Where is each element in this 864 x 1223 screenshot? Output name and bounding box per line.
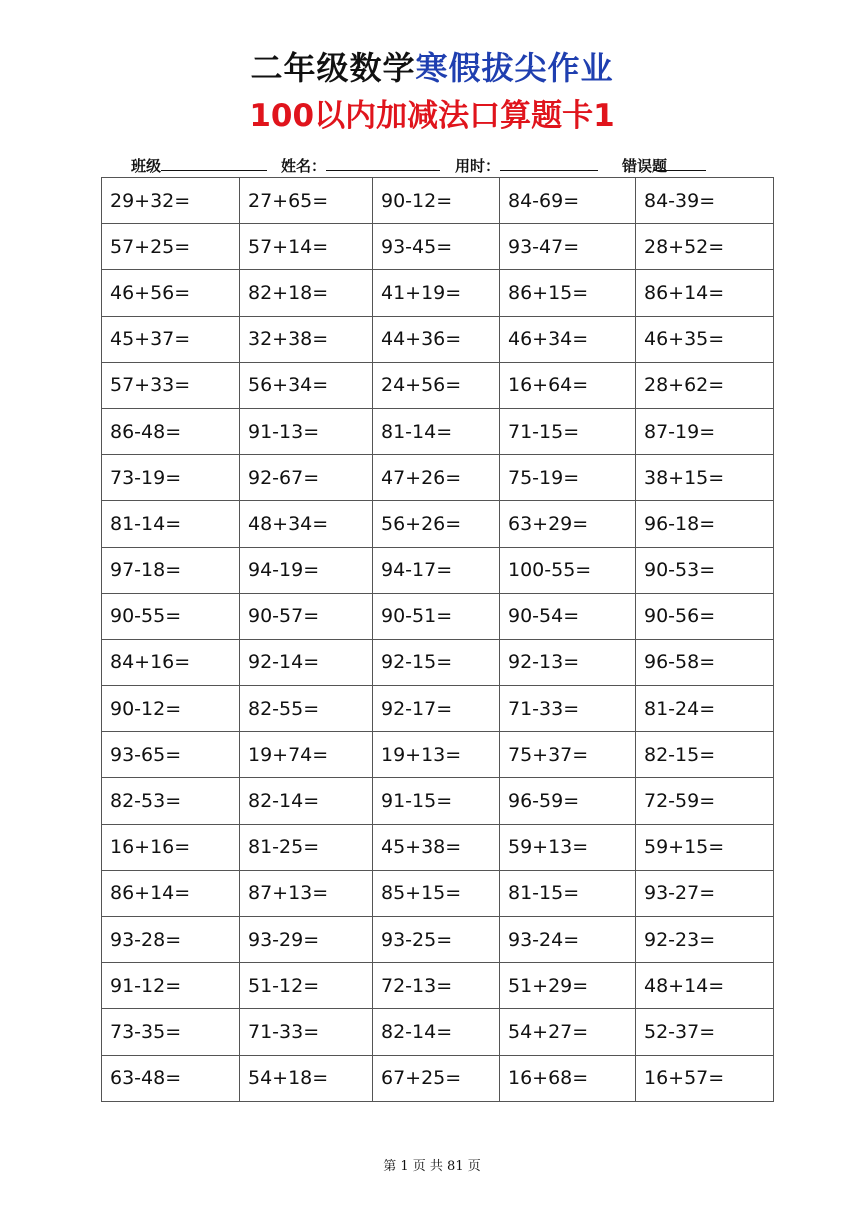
problem-cell[interactable]: 16+16= xyxy=(102,824,240,870)
problem-cell[interactable]: 93-29= xyxy=(240,917,373,963)
problem-cell[interactable]: 56+34= xyxy=(240,362,373,408)
problem-cell[interactable]: 46+35= xyxy=(636,316,774,362)
problem-cell[interactable]: 27+65= xyxy=(240,178,373,224)
error-blank[interactable] xyxy=(654,154,706,171)
problem-cell[interactable]: 82-14= xyxy=(373,1009,500,1055)
problem-cell[interactable]: 93-24= xyxy=(500,917,636,963)
table-row xyxy=(102,732,774,778)
problem-cell[interactable]: 90-54= xyxy=(500,593,636,639)
problem-cell[interactable]: 93-47= xyxy=(500,224,636,270)
time-field xyxy=(455,154,500,178)
page-title xyxy=(0,44,864,92)
problem-cell[interactable]: 84+16= xyxy=(102,639,240,685)
problem-cell[interactable]: 28+62= xyxy=(636,362,774,408)
class-blank[interactable] xyxy=(161,154,267,171)
page-footer: 第 1 页 共 81 页 xyxy=(383,1159,481,1174)
problem-cell[interactable]: 51-12= xyxy=(240,963,373,1009)
problem-cell[interactable]: 16+64= xyxy=(500,362,636,408)
problem-cell[interactable]: 63-48= xyxy=(102,1055,240,1101)
problem-cell[interactable]: 90-57= xyxy=(240,593,373,639)
problem-cell[interactable]: 84-69= xyxy=(500,178,636,224)
problem-cell[interactable]: 57+14= xyxy=(240,224,373,270)
error-suffix: 题 xyxy=(652,157,668,175)
problem-cell[interactable]: 71-15= xyxy=(500,408,636,454)
problem-cell[interactable]: 90-51= xyxy=(373,593,500,639)
problem-cell[interactable]: 59+15= xyxy=(636,824,774,870)
problem-cell[interactable]: 81-15= xyxy=(500,870,636,916)
table-row xyxy=(102,778,774,824)
problem-cell[interactable]: 45+37= xyxy=(102,316,240,362)
problem-cell[interactable]: 73-19= xyxy=(102,455,240,501)
problem-cell[interactable]: 29+32= xyxy=(102,178,240,224)
problem-cell[interactable]: 90-12= xyxy=(102,686,240,732)
problem-cell[interactable]: 93-28= xyxy=(102,917,240,963)
problem-cell[interactable]: 92-15= xyxy=(373,639,500,685)
problem-cell[interactable]: 92-13= xyxy=(500,639,636,685)
problem-cell[interactable]: 90-56= xyxy=(636,593,774,639)
table-row xyxy=(102,224,774,270)
page-subtitle: 100以内加减法口算题卡1 xyxy=(249,98,615,134)
problem-cell[interactable]: 96-18= xyxy=(636,501,774,547)
problem-cell[interactable]: 81-14= xyxy=(102,501,240,547)
problem-cell[interactable]: 75+37= xyxy=(500,732,636,778)
problem-cell[interactable]: 97-18= xyxy=(102,547,240,593)
problem-cell[interactable]: 86-48= xyxy=(102,408,240,454)
problem-cell[interactable]: 90-12= xyxy=(373,178,500,224)
table-row xyxy=(102,917,774,963)
problem-cell[interactable]: 72-59= xyxy=(636,778,774,824)
problem-cell[interactable]: 54+18= xyxy=(240,1055,373,1101)
problem-cell[interactable]: 92-23= xyxy=(636,917,774,963)
problem-cell[interactable]: 87-19= xyxy=(636,408,774,454)
table-row xyxy=(102,686,774,732)
problem-cell[interactable]: 91-12= xyxy=(102,963,240,1009)
problem-cell[interactable]: 96-58= xyxy=(636,639,774,685)
problem-cell[interactable]: 59+13= xyxy=(500,824,636,870)
class-field xyxy=(131,154,161,178)
problem-cell[interactable]: 84-39= xyxy=(636,178,774,224)
problem-cell[interactable]: 86+14= xyxy=(636,270,774,316)
problem-cell[interactable]: 75-19= xyxy=(500,455,636,501)
problem-cell[interactable]: 93-45= xyxy=(373,224,500,270)
problem-cell[interactable]: 92-67= xyxy=(240,455,373,501)
problem-cell[interactable]: 57+33= xyxy=(102,362,240,408)
problem-cell[interactable]: 90-53= xyxy=(636,547,774,593)
table-row xyxy=(102,547,774,593)
problem-cell[interactable]: 73-35= xyxy=(102,1009,240,1055)
problem-cell[interactable]: 57+25= xyxy=(102,224,240,270)
problem-cell[interactable]: 91-13= xyxy=(240,408,373,454)
problem-cell[interactable]: 91-15= xyxy=(373,778,500,824)
problem-cell[interactable]: 19+74= xyxy=(240,732,373,778)
table-row xyxy=(102,178,774,224)
problem-cell[interactable]: 86+15= xyxy=(500,270,636,316)
problem-cell[interactable]: 92-17= xyxy=(373,686,500,732)
name-field xyxy=(281,154,326,178)
table-row xyxy=(102,870,774,916)
problem-cell[interactable]: 46+34= xyxy=(500,316,636,362)
title-homework: 寒假拔尖作业 xyxy=(415,49,614,87)
problem-cell[interactable]: 85+15= xyxy=(373,870,500,916)
table-row xyxy=(102,362,774,408)
problem-cell[interactable]: 48+14= xyxy=(636,963,774,1009)
problem-cell[interactable]: 56+26= xyxy=(373,501,500,547)
problem-cell[interactable]: 92-14= xyxy=(240,639,373,685)
problem-cell[interactable]: 82-15= xyxy=(636,732,774,778)
problem-cell[interactable]: 71-33= xyxy=(240,1009,373,1055)
problem-cell[interactable]: 67+25= xyxy=(373,1055,500,1101)
problem-cell[interactable]: 38+15= xyxy=(636,455,774,501)
problem-cell[interactable]: 96-59= xyxy=(500,778,636,824)
time-blank[interactable] xyxy=(500,154,598,171)
name-label: 姓名： xyxy=(281,157,327,175)
problem-cell[interactable]: 81-24= xyxy=(636,686,774,732)
time-label: 用时： xyxy=(455,157,501,175)
problem-cell[interactable]: 63+29= xyxy=(500,501,636,547)
name-blank[interactable] xyxy=(326,154,440,171)
problem-cell[interactable]: 19+13= xyxy=(373,732,500,778)
problem-cell[interactable]: 94-19= xyxy=(240,547,373,593)
problem-cell[interactable]: 24+56= xyxy=(373,362,500,408)
problem-cell[interactable]: 71-33= xyxy=(500,686,636,732)
table-row xyxy=(102,455,774,501)
error-field xyxy=(622,154,667,178)
problem-cell[interactable]: 82-53= xyxy=(102,778,240,824)
problem-cell[interactable]: 100-55= xyxy=(500,547,636,593)
problem-cell[interactable]: 51+29= xyxy=(500,963,636,1009)
problem-cell[interactable]: 44+36= xyxy=(373,316,500,362)
table-row xyxy=(102,501,774,547)
problem-grid xyxy=(101,177,774,1102)
problem-cell[interactable]: 28+52= xyxy=(636,224,774,270)
error-label: 错误 xyxy=(622,157,653,175)
problem-cell[interactable]: 81-14= xyxy=(373,408,500,454)
class-label: 班级 xyxy=(131,157,162,175)
problem-cell[interactable]: 93-27= xyxy=(636,870,774,916)
problem-cell[interactable]: 41+19= xyxy=(373,270,500,316)
table-row xyxy=(102,1009,774,1055)
problem-cell[interactable]: 86+14= xyxy=(102,870,240,916)
problem-cell[interactable]: 82-55= xyxy=(240,686,373,732)
table-row xyxy=(102,408,774,454)
problem-cell[interactable]: 16+68= xyxy=(500,1055,636,1101)
student-info-row xyxy=(0,154,864,178)
problem-cell[interactable]: 93-25= xyxy=(373,917,500,963)
problem-cell[interactable]: 87+13= xyxy=(240,870,373,916)
problem-cell[interactable]: 52-37= xyxy=(636,1009,774,1055)
table-row xyxy=(102,963,774,1009)
problem-cell[interactable]: 45+38= xyxy=(373,824,500,870)
problem-cell[interactable]: 48+34= xyxy=(240,501,373,547)
problem-cell[interactable]: 81-25= xyxy=(240,824,373,870)
table-row xyxy=(102,824,774,870)
problem-cell[interactable]: 32+38= xyxy=(240,316,373,362)
table-row xyxy=(102,270,774,316)
problem-cell[interactable]: 72-13= xyxy=(373,963,500,1009)
table-row xyxy=(102,593,774,639)
table-row xyxy=(102,639,774,685)
title-grade-subject: 二年级数学 xyxy=(250,49,416,87)
problem-cell[interactable]: 47+26= xyxy=(373,455,500,501)
problem-cell[interactable]: 82+18= xyxy=(240,270,373,316)
problem-cell[interactable]: 82-14= xyxy=(240,778,373,824)
problem-cell[interactable]: 93-65= xyxy=(102,732,240,778)
problem-cell[interactable]: 54+27= xyxy=(500,1009,636,1055)
table-row xyxy=(102,316,774,362)
problem-cell[interactable]: 16+57= xyxy=(636,1055,774,1101)
table-row xyxy=(102,1055,774,1101)
problem-cell[interactable]: 90-55= xyxy=(102,593,240,639)
problem-cell[interactable]: 94-17= xyxy=(373,547,500,593)
problem-cell[interactable]: 46+56= xyxy=(102,270,240,316)
